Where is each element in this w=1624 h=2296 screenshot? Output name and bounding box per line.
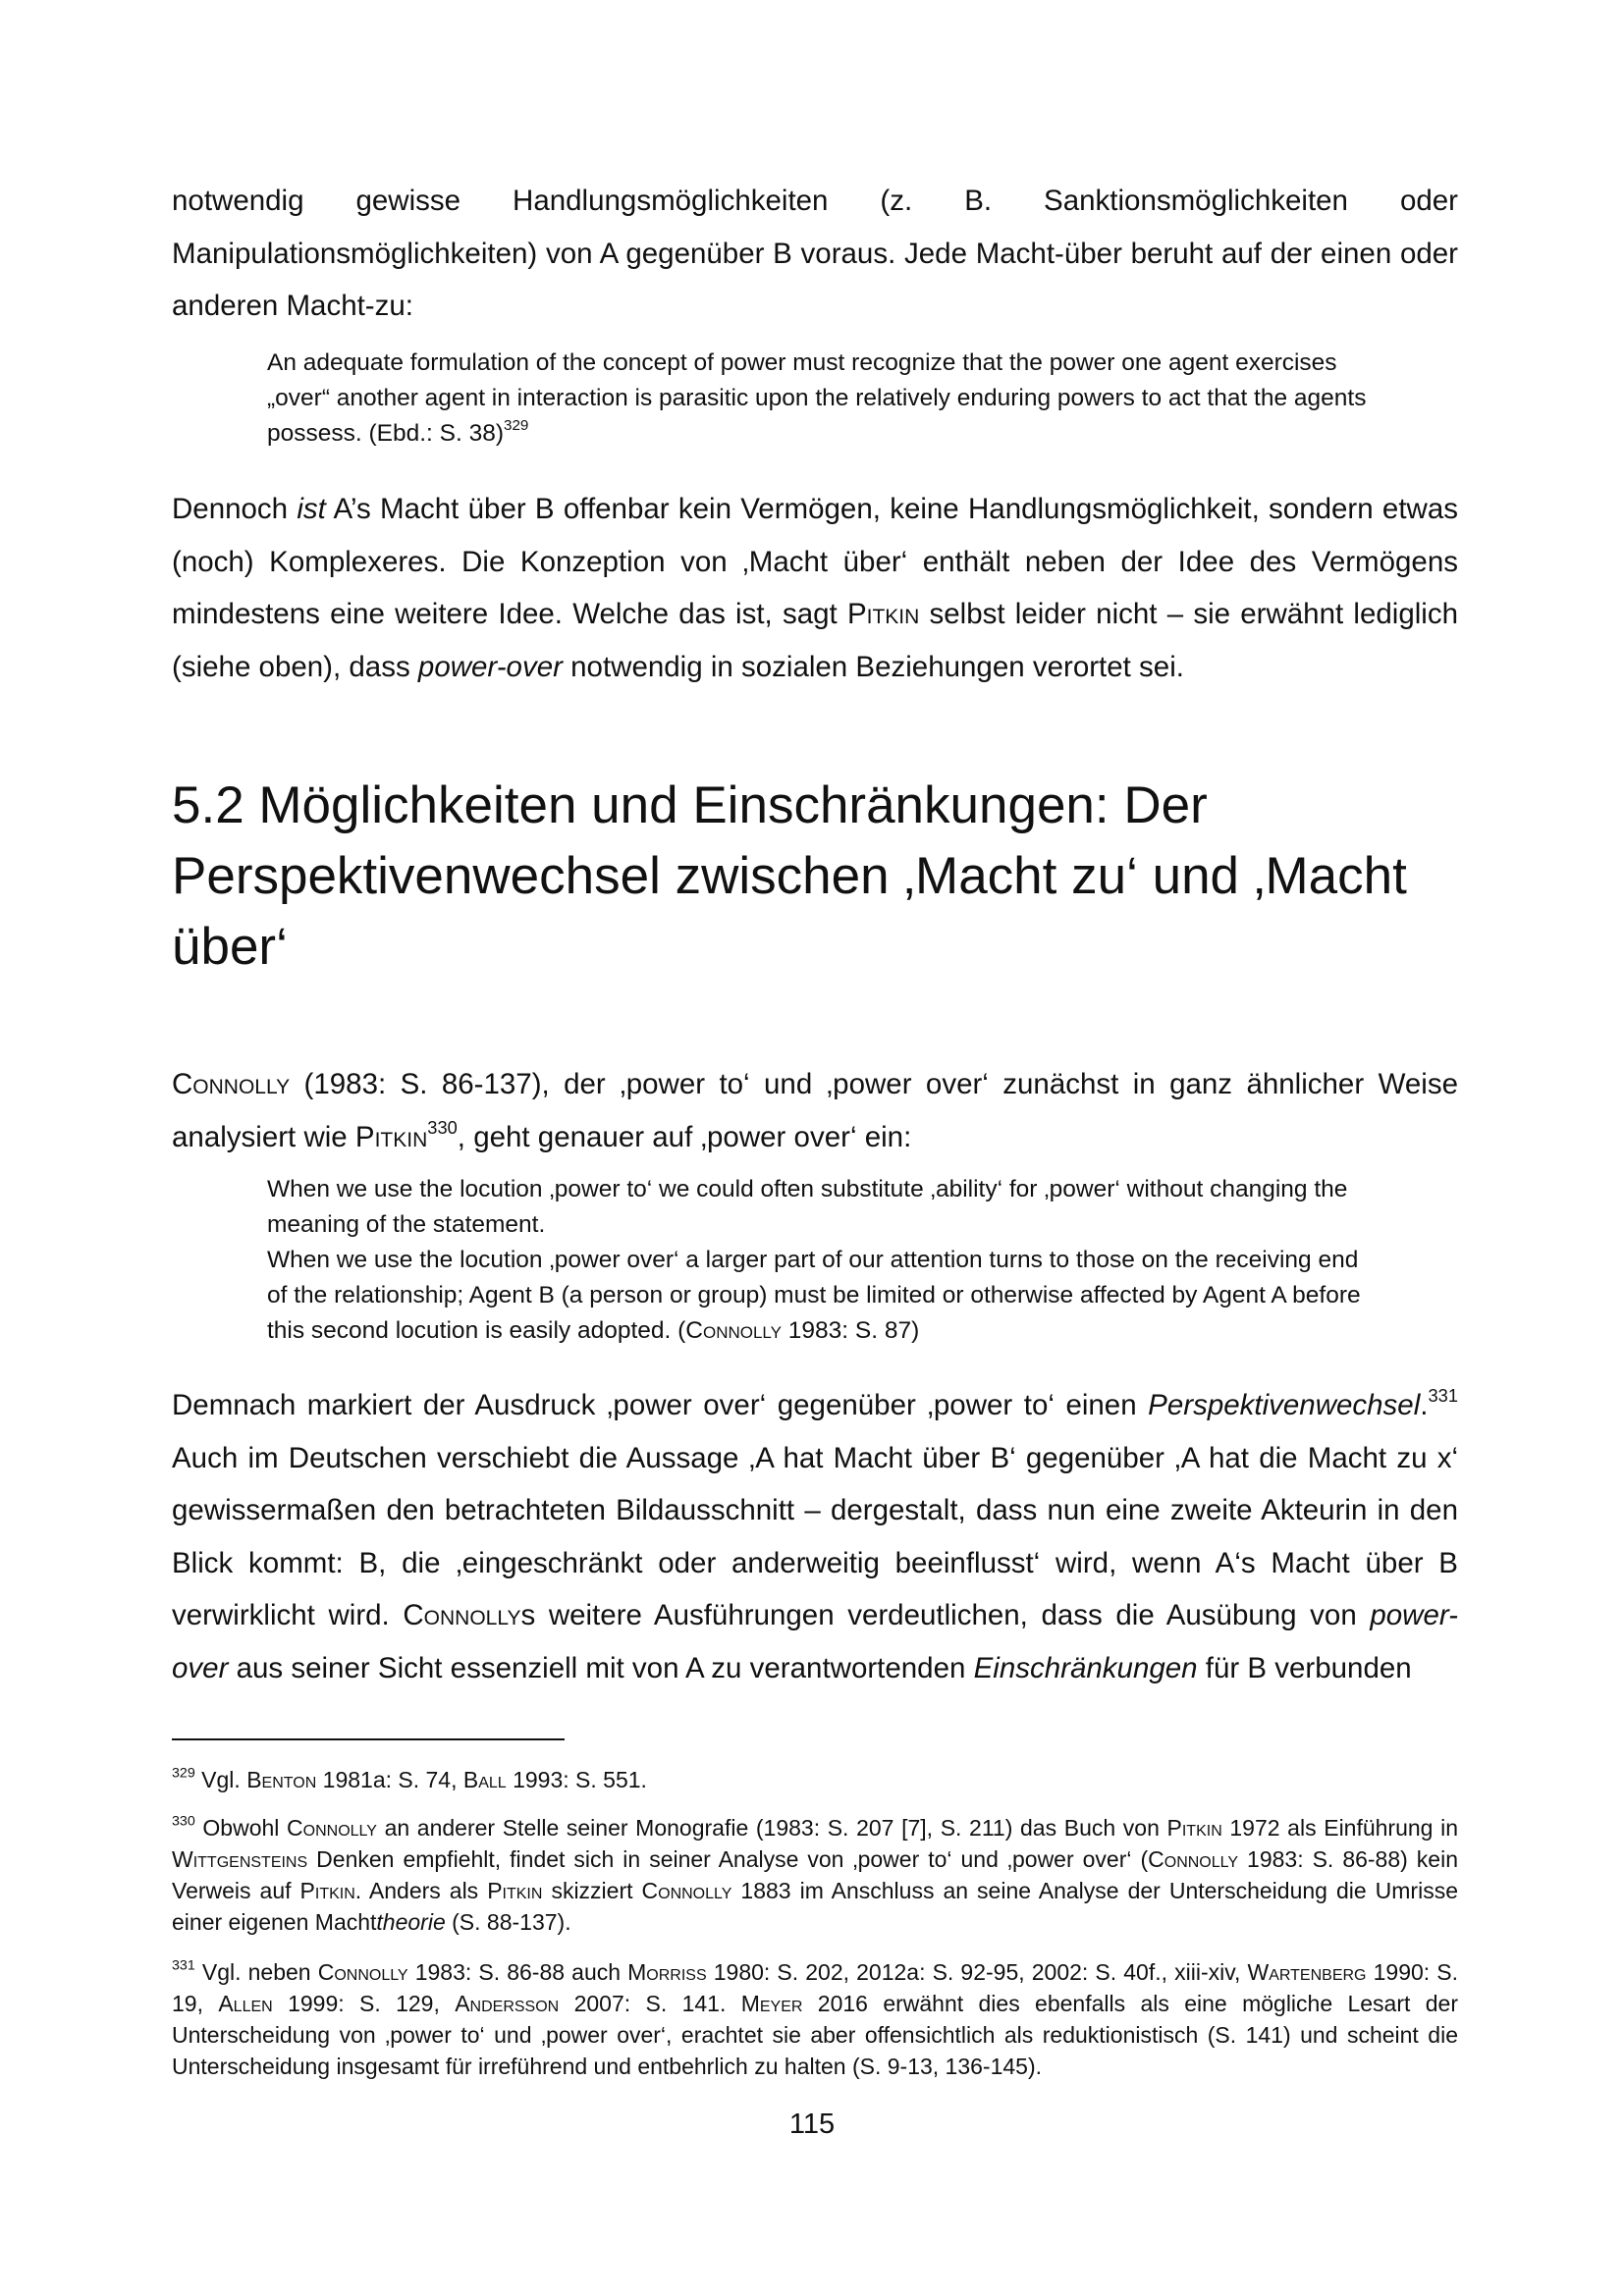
block-quote-1: An adequate formulation of the concept of power must recognize that the power one agent exercises „over“ another agent in interaction is parasitic upon the relatively enduring powers to act that the agents possess. (Ebd.: S. 38)$^{329}$ — [267, 349, 1367, 447]
body-paragraph-3: Connolly (1983: S. 86-137), der ‚power to‘ und ‚power over‘ zunächst in ganz ähnlicher Weise analysiert wie Pitkin$^{330}$, geht genauer auf ‚power over‘ ein: — [172, 1068, 1458, 1153]
footnote-331: $^{331}$ Vgl. neben Connolly 1983: S. 86-88 auch Morriss 1980: S. 202, 2012a: S. 92-95, 2002: S. 40f., xiii-xiv, Wartenberg 1990: S. 19, Allen 1999: S. 129, Andersson 2007: S. 141. Meyer 2016 erwähnt dies ebenfalls als eine mögliche Lesart der Unterscheidung von ‚power to‘ und ‚power over‘, erachtet sie aber offensichtlich als reduktionistisch (S. 141) und scheint die Unterscheidung insgesamt für irreführend und entbehrlich zu halten (S. 9-13, 136-145). — [172, 1957, 1459, 2079]
block-quote-2a: When we use the locution ‚power to‘ we could often substitute ‚ability‘ for ‚power‘ without changing the meaning of the statement. — [267, 1176, 1348, 1238]
footnote-separator — [172, 1738, 565, 1740]
footnote-ref-329[interactable]: 329 — [504, 417, 529, 435]
page-number: 115 — [788, 2109, 836, 2140]
footnote-330: $^{330}$ Obwohl Connolly an anderer Stelle seiner Monografie (1983: S. 207 [7], S. 211) das Buch von Pitkin 1972 als Einführung in Wittgensteins Denken empfiehlt, findet sich in seiner Analyse von ‚power to‘ und ‚power over‘ (Connolly 1983: S. 86-88) kein Verweis auf Pitkin. Anders als Pitkin skizziert Connolly 1883 im Anschluss an seine Analyse der Unterscheidung die Umrisse einer eigenen Machttheorie (S. 88-137). — [172, 1813, 1459, 1935]
section-heading: 5.2 Möglichkeiten und Einschränkungen: Der Perspektivenwechsel zwischen ‚Macht zu‘ und ‚Macht über‘ — [172, 776, 1407, 976]
block-quote-2b: When we use the locution ‚power over‘ a larger part of our attention turns to those on the receiving end of the relationship; Agent B (a person or group) must be limited or otherwise affected by Agent A before this second locution is easily adopted. (Connolly 1983: S. 87) — [267, 1247, 1361, 1344]
footnote-ref-330[interactable]: 330 — [427, 1116, 458, 1138]
footnote-ref-331[interactable]: 331 — [1428, 1384, 1458, 1406]
body-paragraph-1: notwendig gewisse Handlungsmöglichkeiten (z. B. Sanktionsmöglichkeiten oder Manipulationsmöglichkeiten) von A gegenüber B voraus. Jede Macht-über beruht auf der einen oder anderen Macht-zu: — [172, 185, 1458, 322]
body-paragraph-2: Dennoch ist A’s Macht über B offenbar kein Vermögen, keine Handlungsmöglichkeit, sondern etwas (noch) Komplexeres. Die Konzeption von ‚Macht über‘ enthält neben der Idee des Vermögens mindestens eine weitere Idee. Welche das ist, sagt Pitkin selbst leider nicht – sie erwähnt lediglich (siehe oben), dass power-over notwendig in sozialen Beziehungen verortet sei. — [172, 493, 1459, 683]
body-paragraph-4: Demnach markiert der Ausdruck ‚power over‘ gegenüber ‚power to‘ einen Perspektivenwechsel.$^{331}$ Auch im Deutschen verschiebt die Aussage ‚A hat Macht über B‘ gegenüber ‚A hat die Macht zu x‘ gewissermaßen den betrachteten Bildausschnitt – dergestalt, dass nun eine zweite Akteurin in den Blick kommt: B, die ‚eingeschränkt oder anderweitig beeinflusst‘ wird, wenn A‘s Macht über B verwirklicht wird. Connollys weitere Ausführungen verdeutlichen, dass die Ausübung von power-over aus seiner Sicht essenziell mit von A zu verantwortenden Einschränkungen für B verbunden — [172, 1384, 1458, 1684]
footnote-329: $^{329}$ Vgl. Benton 1981a: S. 74, Ball 1993: S. 551. — [172, 1765, 647, 1792]
